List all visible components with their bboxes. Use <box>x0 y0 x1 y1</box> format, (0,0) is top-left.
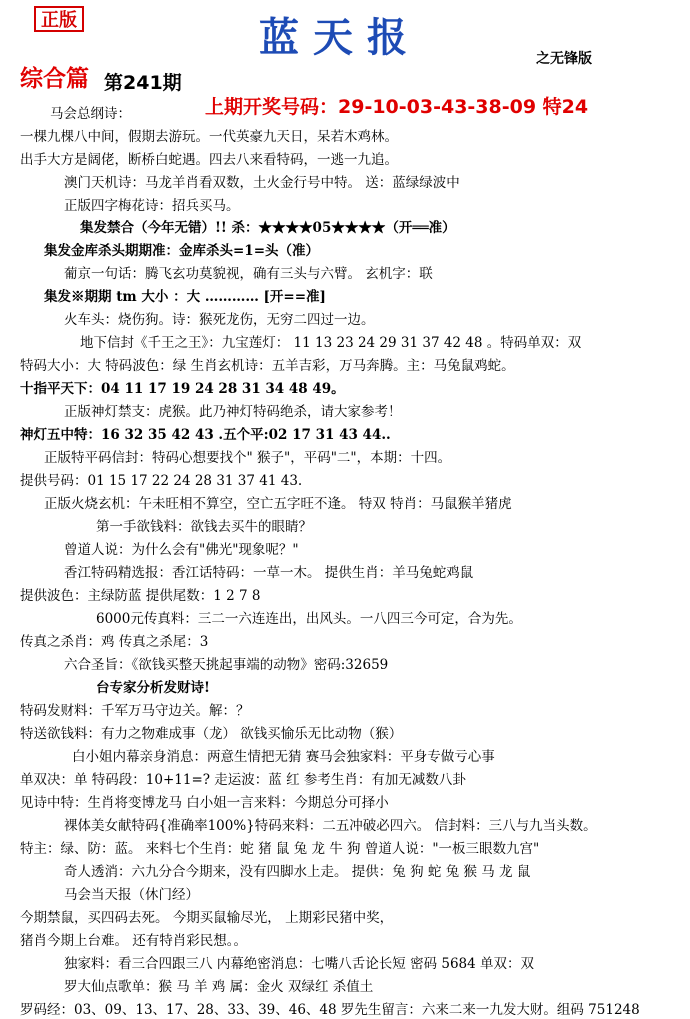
text-line: 正版神灯禁支：虎猴。此乃神灯特码绝杀，请大家参考！ <box>64 404 402 420</box>
text-line: 神灯五中特：16 32 35 42 43 .五个平:02 17 31 43 44.. <box>20 427 391 443</box>
text-line: 香江特码精选报：香江话特码：一草一木。 提供生肖：羊马兔蛇鸡鼠 <box>64 565 474 581</box>
issue-number: 第241期 <box>104 72 182 94</box>
text-line: 正版火烧玄机：午未旺相不算空，空亡五字旺不逢。 特双 特肖：马鼠猴羊猪虎 <box>44 496 512 512</box>
text-line: 白小姐内幕亲身消息：两意生情把无猜 赛马会独家料：平身专做亏心事 <box>72 749 495 765</box>
text-line: 罗大仙点歌单：猴 马 羊 鸡 属：金火 双绿红 杀值土 <box>64 979 374 995</box>
text-line: 特码大小：大 特码波色：绿 生肖玄机诗：五羊吉彩，万马奔腾。主：马兔鼠鸡蛇。 <box>20 358 515 374</box>
page-title: 蓝天报 <box>259 14 421 61</box>
text-line: 台专家分析发财诗! <box>96 680 210 696</box>
text-line: 马会当天报（休门经） <box>64 887 199 903</box>
text-line: 见诗中特：生肖将变博龙马 白小姐一言来料：今期总分可择小 <box>20 795 389 811</box>
text-line: 罗码经：03、09、13、17、28、33、39、46、48 罗先生留言：六来二来一九发大财。组码 751248 <box>20 1002 640 1018</box>
text-line: 集发金库杀头期期准：金库杀头=1=头（准） <box>44 243 320 259</box>
text-line: 澳门天机诗：马龙羊肖看双数，土火金行号中特。 送：蓝绿绿波中 <box>64 175 460 191</box>
text-line: 6000元传真料：三二一六连连出，出风头。一八四三今可定，合为先。 <box>96 611 522 627</box>
text-line: 地下信封《千王之王》：九宝莲灯： 11 13 23 24 29 31 37 42 48 。特码单双：双 <box>80 335 582 351</box>
genuine-badge: 正版 <box>34 6 84 32</box>
text-line: 集发禁合（今年无错）!! 杀：★★★★05★★★★（开══准） <box>80 220 456 236</box>
text-line: 葡京一句话：腾飞玄功莫貌视，确有三头与六臂。 玄机字：联 <box>64 266 433 282</box>
text-line: 十指平天下：04 11 17 19 24 28 31 34 48 49。 <box>20 381 345 397</box>
text-line: 特主：绿、防：蓝。 来料七个生肖：蛇 猪 鼠 兔 龙 牛 狗 曾道人说："一板三眼数九宫" <box>20 841 540 857</box>
text-line: 正版特平码信封：特码心想要找个" 猴子"，平码"二"，本期：十四。 <box>44 450 452 466</box>
text-line: 今期禁鼠，买四码去死。 今期买鼠输尽光， 上期彩民猪中奖， <box>20 910 394 926</box>
edition-subtitle: 之无锋版 <box>536 51 592 67</box>
text-line: 猪肖今期上台难。 还有特肖彩民想。。 <box>20 933 248 949</box>
text-line: 提供波色：主绿防蓝 提供尾数：1 2 7 8 <box>20 588 261 604</box>
text-line: 奇人透消：六九分合今期来，没有四脚水上走。 提供：兔 狗 蛇 兔 猴 马 龙 鼠 <box>64 864 531 880</box>
text-line: 六合圣旨：《欲钱买整天挑起事端的动物》密码:32659 <box>64 657 389 673</box>
text-line: 独家料：看三合四跟三八 内幕绝密消息：七嘴八舌论长短 密码 5684 单双：双 <box>64 956 535 972</box>
text-line: 第一手欲钱料：欲钱去买牛的眼睛？ <box>96 519 312 535</box>
text-line: 提供号码：01 15 17 22 24 28 31 37 41 43. <box>20 473 303 489</box>
text-line: 单双决：单 特码段：10+11=? 走运波：蓝 红 参考生肖：有加无减数八卦 <box>20 772 466 788</box>
text-line: 火车头：烧伤狗。诗：猴死龙伤，无穷二四过一边。 <box>64 312 375 328</box>
text-line: 出手大方是阔佬，断桥白蛇遇。四去八来看特码，一逃一九追。 <box>20 152 398 168</box>
last-draw-numbers: 上期开奖号码：29-10-03-43-38-09 特24 <box>205 96 589 118</box>
text-line: 传真之杀肖：鸡 传真之杀尾：3 <box>20 634 209 650</box>
text-line: 特码发财料：千军万马守边关。解：？ <box>20 703 250 719</box>
text-line: 特送欲钱料：有力之物难成事（龙） 欲钱买愉乐无比动物（猴） <box>20 726 403 742</box>
text-line: 正版四字梅花诗：招兵买马。 <box>64 198 240 214</box>
text-line: 集发※期期 tm 大小 ：大 ………… [开==准] <box>44 289 326 305</box>
text-line: 曾道人说：为什么会有"佛光"现象呢？" <box>64 542 299 558</box>
text-line: 裸体美女献特码{准确率100%}特码来料：二五冲破必四六。 信封料：三八与九当头数。 <box>64 818 597 834</box>
section-title: 综合篇 <box>20 66 89 92</box>
text-line: 一棵九棵八中间，假期去游玩。一代英豪九天日，呆若木鸡林。 <box>20 129 398 145</box>
text-line: 马会总纲诗： <box>50 106 131 122</box>
